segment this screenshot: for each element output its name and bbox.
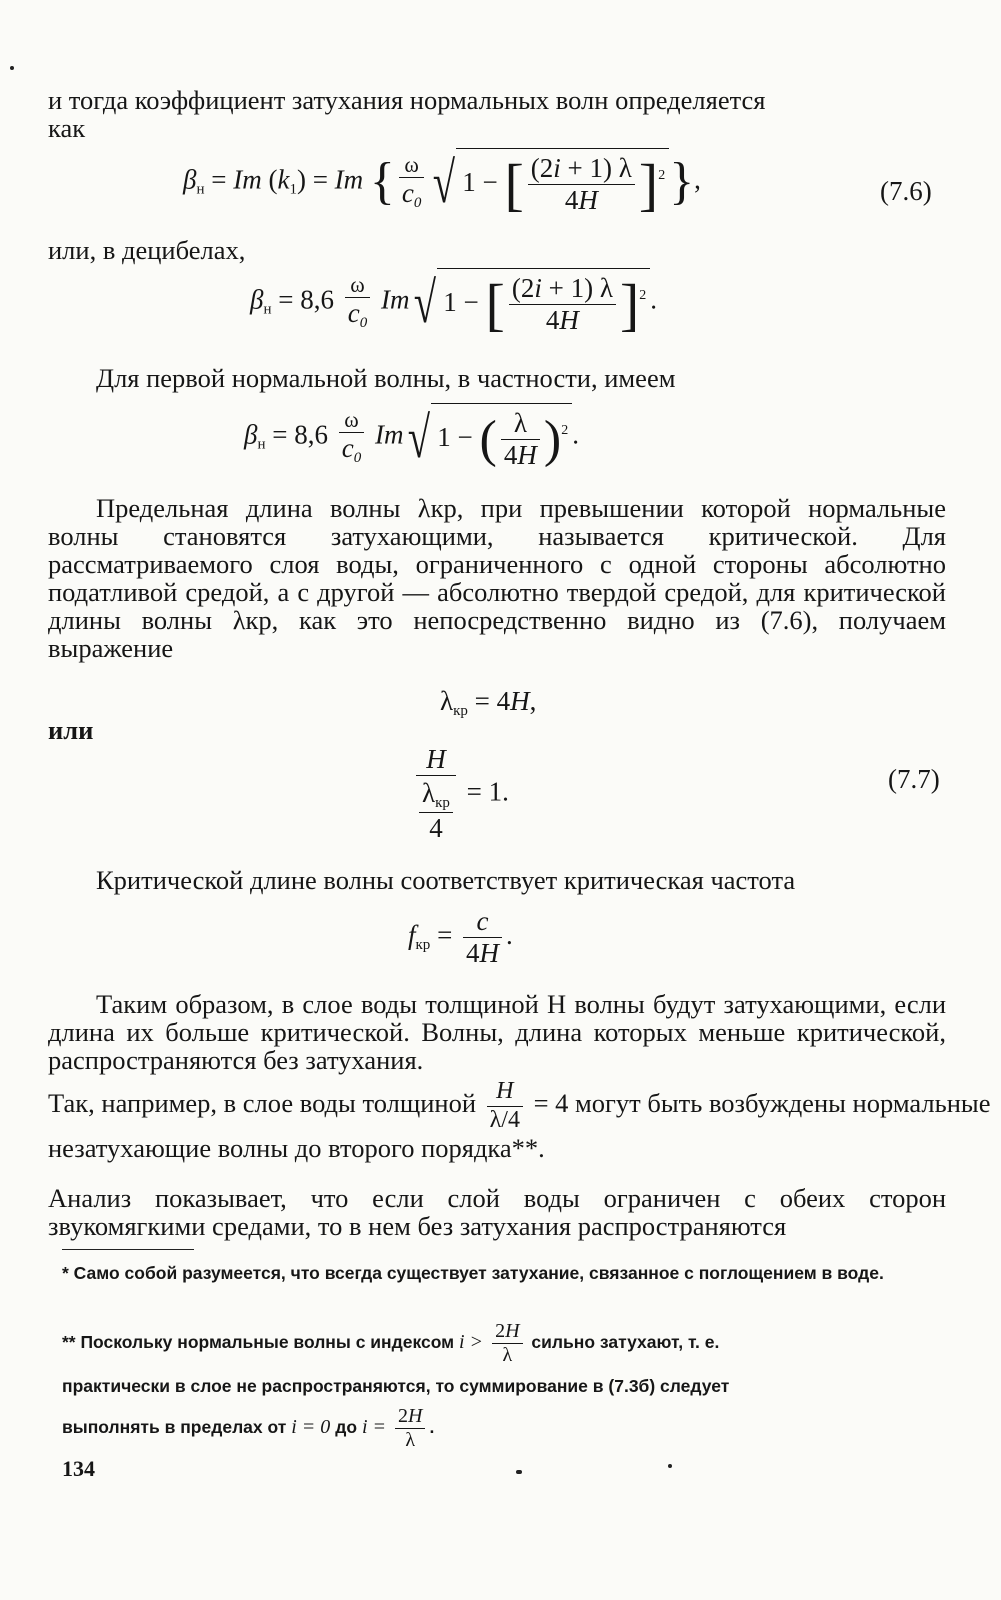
speck <box>668 1464 672 1468</box>
or-text: или <box>48 715 94 745</box>
paragraph-analysis: Анализ показывает, что если слой воды ограничен с обеих сторон звукомягкими средами, то в нем без затухания распространяются <box>48 1183 946 1241</box>
paragraph-thus-line4: Так, например, в слое воды толщиной $\frac{H}{\lambda/4}$ = 4 могут быть возбуждены нормальные незатухающие волны до второго порядка**. <box>48 1078 991 1164</box>
intro-text: и тогда коэффициент затухания нормальных волн определяется как <box>48 85 766 143</box>
footnote-rule <box>62 1249 194 1250</box>
equation-lambda-cr: $\lambda_{кр} = 4H$, <box>440 686 537 719</box>
eq-label-7-7: (7.7) <box>888 764 940 794</box>
paragraph-thus: Таким образом, в слое воды толщиной H волны будут затухающими, если длина их больше критической. Волны, длина которых меньше критической, распространяются без затухания. <box>48 989 946 1075</box>
footnote-2: ** Поскольку нормальные волны с индексом i > $\frac{2H}{\lambda}$ сильно затухают, т. е. практически в слое не распространяются, то суммирование в (7.3б) следует выполнять в пределах от i = 0 до i = $\frac{2H}{\lambda}$ . <box>62 1320 730 1451</box>
first-mode-text: Для первой нормальной волны, в частности, имеем <box>96 363 676 393</box>
equation-first-mode: $\beta_н = 8,6$ $\frac{\omega}{c_0}$ Im√ 1 − ( $\frac{\lambda}{4H}$ )$^2$ . <box>244 404 579 471</box>
page-number: 134 <box>62 1456 95 1481</box>
equation-7-6: $\beta_н = Im$ $(k_1) = Im$ { $\frac{\omega}{c_0}$ √ 1 − [ $\frac{(2i + 1) \lambda}{4H}$ ]$^2$}, <box>183 149 701 217</box>
equation-db: $\beta_н = 8,6$ $\frac{\omega}{c_0}$ Im√ 1 − [ $\frac{(2i + 1) \lambda}{4H}$ ]$^2$ . <box>250 269 658 337</box>
paragraph-critical: Предельная длина волны λкр, при превышении которой нормальные волны становятся затухающими, называется критической. Для рассматриваемого слоя воды, ограниченного с одной стороны абсолютно податливой средой, а с другой — абсолютно твердой средой, для критической длины волны λкр, как это непосредственно видно из (7.6), получаем выражение <box>48 493 946 663</box>
crit-freq-text: Критической длине волны соответствует критическая частота <box>96 865 796 895</box>
eq-label-7-6: (7.6) <box>880 176 932 206</box>
equation-7-7: $\frac{H}{\frac{\lambda_{кр}}{4}}$ = 1. <box>412 744 509 844</box>
speck <box>516 1470 522 1474</box>
equation-f-cr: $f_{кр}$ = $\frac{c}{4H}$ . <box>408 906 513 969</box>
footnote-1: * Само собой разумеется, что всегда существует затухание, связанное с поглощением в воде. <box>62 1263 884 1283</box>
speck <box>10 66 14 70</box>
or-db-text: или, в децибелах, <box>48 235 246 265</box>
